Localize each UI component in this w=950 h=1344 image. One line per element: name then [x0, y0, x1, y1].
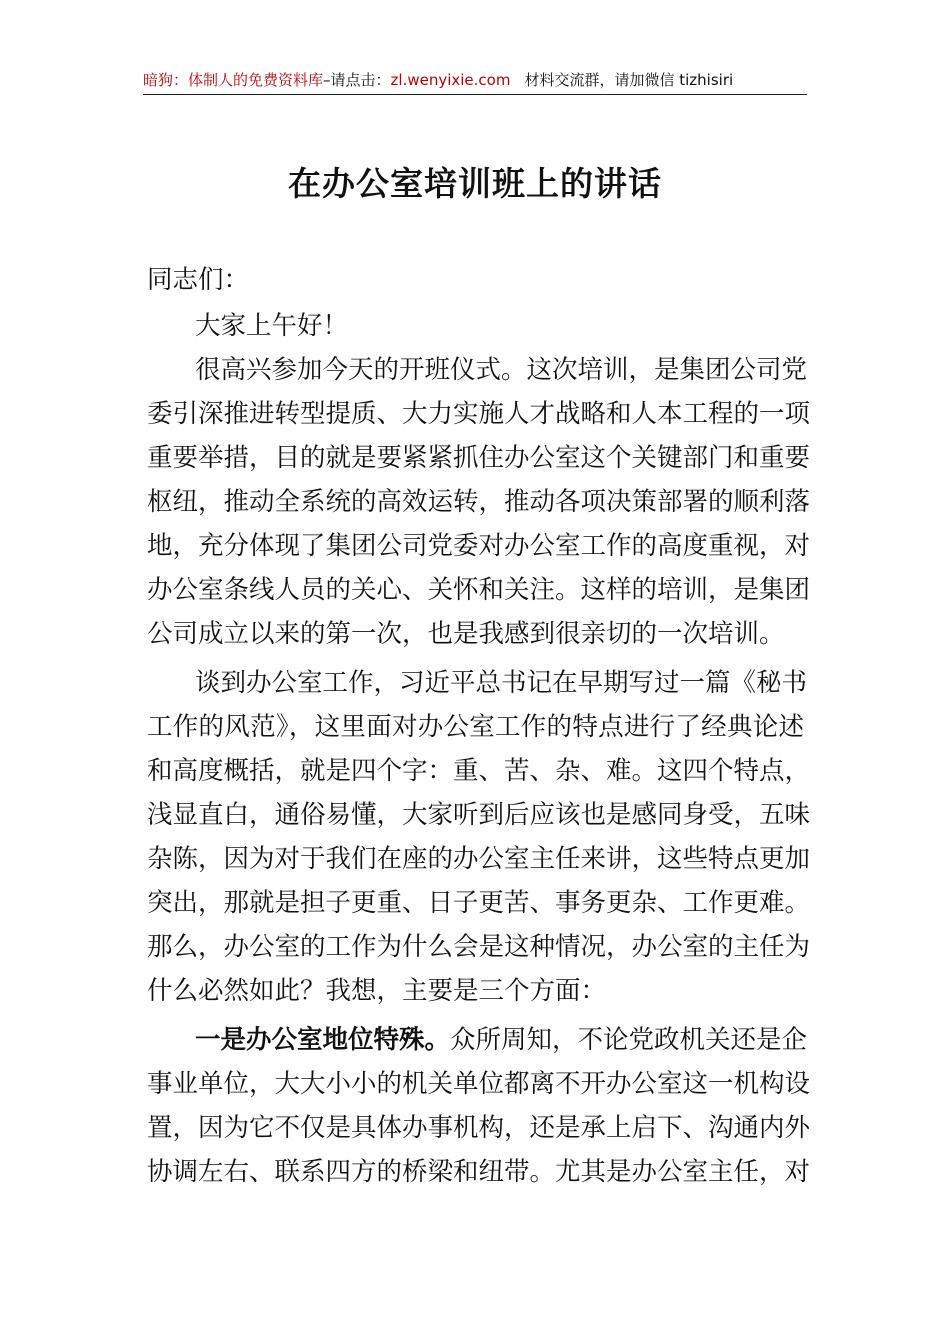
document-title: 在办公室培训班上的讲话 [288, 164, 662, 203]
body-line: 突出，那就是担子更重、日子更苦、事务更杂、工作更难。 [147, 888, 811, 918]
body-line: 和高度概括，就是四个字：重、苦、杂、难。这四个特点， [147, 756, 811, 786]
page-header [143, 66, 807, 94]
body-line: 那么，办公室的工作为什么会是这种情况，办公室的主任为 [147, 932, 811, 962]
salutation: 同志们： [147, 265, 250, 295]
body-line: 什么必然如此？我想，主要是三个方面： [147, 976, 607, 1006]
body-line: 办公室条线人员的关心、关怀和关注。这样的培训，是集团 [147, 575, 811, 605]
header-promo-text: 暗狗：体制人的免费资料库 [143, 71, 324, 89]
greeting: 大家上午好！ [195, 311, 349, 341]
header-click-prompt: –请点击： [323, 71, 391, 89]
header-link[interactable]: zl.wenyixie.com [390, 71, 511, 89]
body-line: 置，因为它不仅是具体办事机构，还是承上启下、沟通内外 [147, 1113, 811, 1143]
body-line: 很高兴参加今天的开班仪式。这次培训，是集团公司党 [195, 355, 808, 385]
body-line: 委引深推进转型提质、大力实施人才战略和人本工程的一项 [147, 399, 811, 429]
point-one-text: 众所周知，不论党政机关还是企 [450, 1025, 808, 1055]
body-line: 地，充分体现了集团公司党委对办公室工作的高度重视，对 [147, 531, 811, 561]
body-line: 工作的风范》，这里面对办公室工作的特点进行了经典论述 [147, 712, 804, 742]
body-line: 浅显直白，通俗易懂，大家听到后应该也是感同身受，五味 [147, 800, 811, 830]
body-line: 杂陈，因为对于我们在座的办公室主任来讲，这些特点更加 [147, 844, 811, 874]
body-line: 协调左右、联系四方的桥梁和纽带。尤其是办公室主任，对 [147, 1157, 811, 1187]
point-one-line [195, 1018, 807, 1062]
point-one-heading: 一是办公室地位特殊。 [195, 1025, 451, 1055]
body-line: 重要举措，目的就是要紧紧抓住办公室这个关键部门和重要 [147, 443, 811, 473]
body-line: 事业单位，大大小小的机关单位都离不开办公室这一机构设 [147, 1069, 811, 1099]
header-wechat-text: 材料交流群，请加微信 tizhisiri [524, 71, 734, 89]
body-line: 公司成立以来的第一次，也是我感到很亲切的一次培训。 [147, 619, 785, 649]
body-line: 谈到办公室工作，习近平总书记在早期写过一篇《秘书 [195, 668, 808, 698]
header-divider [143, 94, 807, 95]
body-line: 枢纽，推动全系统的高效运转，推动各项决策部署的顺利落 [147, 487, 811, 517]
